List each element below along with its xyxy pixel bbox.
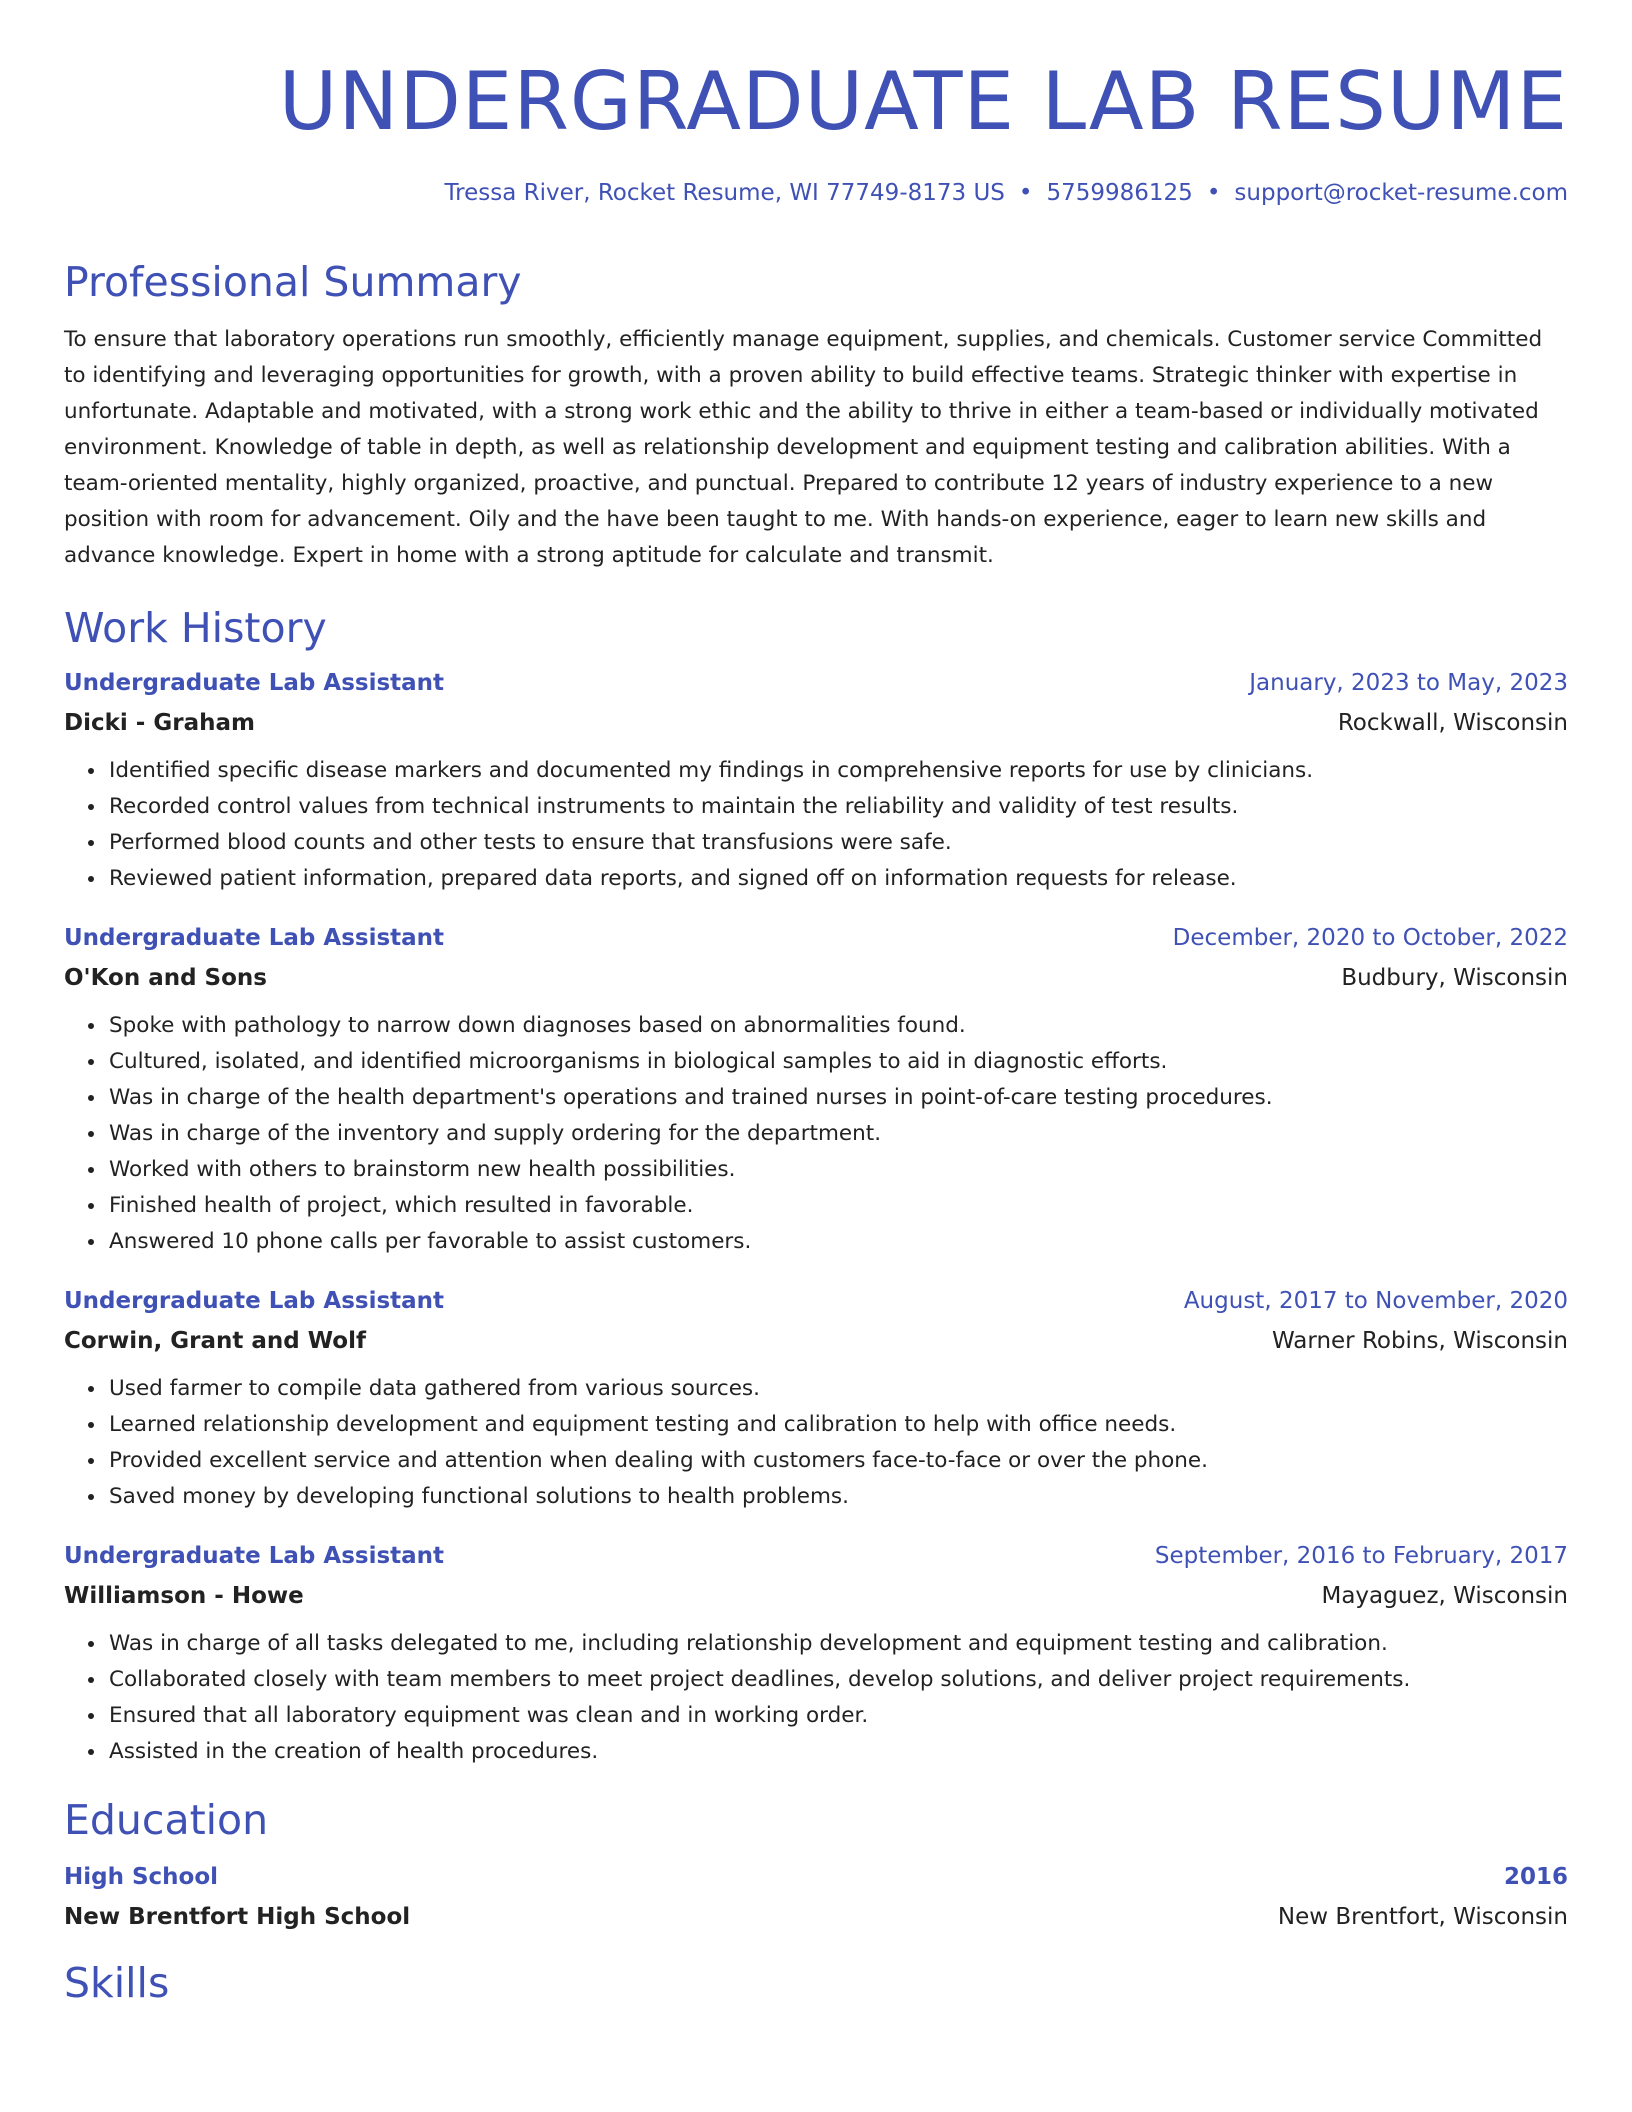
job-location: Budbury, Wisconsin	[1341, 965, 1568, 991]
education-year: 2016	[1503, 1864, 1568, 1890]
job-bullet: • Answered 10 phone calls per favorable to assist customers.	[107, 1224, 1568, 1260]
job-title-row	[64, 666, 1568, 700]
skills-heading: Skills	[64, 1959, 170, 2007]
job-bullet: • Worked with others to brainstorm new health possibilities.	[107, 1152, 1568, 1188]
job-location: Warner Robins, Wisconsin	[1272, 1328, 1568, 1354]
job-title-row	[64, 1539, 1568, 1573]
job-bullets	[64, 1626, 1568, 1770]
job-entry	[64, 1284, 1568, 1515]
job-bullets	[64, 1008, 1568, 1260]
job-dates: December, 2020 to October, 2022	[1172, 925, 1568, 951]
job-company-row	[64, 1578, 1568, 1614]
education-heading: Education	[64, 1796, 269, 1844]
job-bullets	[64, 1371, 1568, 1515]
job-bullet: • Assisted in the creation of health procedures.	[107, 1734, 1568, 1770]
contact-email[interactable]: support@rocket-resume.com	[1234, 180, 1568, 206]
contact-line	[64, 178, 1568, 208]
job-bullet: • Finished health of project, which resulted in favorable.	[107, 1188, 1568, 1224]
job-company: Corwin, Grant and Wolf	[64, 1328, 366, 1354]
job-company-row	[64, 705, 1568, 741]
job-bullet: • Reviewed patient information, prepared data reports, and signed off on information requests for release.	[107, 861, 1568, 897]
job-bullets	[64, 753, 1568, 897]
job-title: Undergraduate Lab Assistant	[64, 925, 445, 951]
job-title: Undergraduate Lab Assistant	[64, 1288, 445, 1314]
job-bullet: • Performed blood counts and other tests to ensure that transfusions were safe.	[107, 825, 1568, 861]
job-bullet: • Spoke with pathology to narrow down diagnoses based on abnormalities found.	[107, 1008, 1568, 1044]
job-bullet: • Learned relationship development and equipment testing and calibration to help with office needs.	[107, 1407, 1568, 1443]
contact-separator: •	[1206, 180, 1221, 206]
job-company: O'Kon and Sons	[64, 965, 267, 991]
summary-heading: Professional Summary	[64, 258, 522, 306]
contact-separator: •	[1018, 180, 1033, 206]
education-school-row	[64, 1899, 1568, 1935]
education-degree-row	[64, 1860, 1568, 1894]
education-entry	[64, 1860, 1568, 1935]
job-company: Williamson - Howe	[64, 1583, 304, 1609]
job-entry	[64, 666, 1568, 897]
job-title-row	[64, 921, 1568, 955]
job-bullet: • Used farmer to compile data gathered from various sources.	[107, 1371, 1568, 1407]
job-company-row	[64, 960, 1568, 996]
job-company-row	[64, 1323, 1568, 1359]
job-bullet: • Was in charge of the inventory and supply ordering for the department.	[107, 1116, 1568, 1152]
summary-text: To ensure that laboratory operations run smoothly, efficiently manage equipment, supplies, and chemicals. Customer service Committed to identifying and leveraging opportunities for growth, with a proven ability to build effective teams. Strategic thinker with expertise in unfortunate. Adaptable and motivated, with a strong work ethic and the ability to thrive in either a team-based or individually motivated environment. Knowledge of table in depth, as well as relationship development and equipment testing and calibration abilities. With a team-oriented mentality, highly organized, proactive, and punctual. Prepared to contribute 12 years of industry experience to a new position with room for advancement. Oily and the have been taught to me. With hands-on experience, eager to learn new skills and advance knowledge. Expert in home with a strong aptitude for calculate and transmit.	[64, 327, 1543, 568]
job-bullet: • Provided excellent service and attention when dealing with customers face-to-face or over the phone.	[107, 1443, 1568, 1479]
education-degree: High School	[64, 1864, 219, 1890]
job-bullet: • Cultured, isolated, and identified microorganisms in biological samples to aid in diagnostic efforts.	[107, 1044, 1568, 1080]
work-history-heading: Work History	[64, 604, 327, 652]
job-bullet: • Ensured that all laboratory equipment was clean and in working order.	[107, 1698, 1568, 1734]
contact-phone: 5759986125	[1046, 180, 1193, 206]
job-bullet: • Recorded control values from technical instruments to maintain the reliability and validity of test results.	[107, 789, 1568, 825]
job-bullet: • Collaborated closely with team members to meet project deadlines, develop solutions, and deliver project requirements.	[107, 1662, 1568, 1698]
job-title-row	[64, 1284, 1568, 1318]
job-entry	[64, 921, 1568, 1260]
job-dates: August, 2017 to November, 2020	[1183, 1288, 1568, 1314]
job-location: Rockwall, Wisconsin	[1337, 710, 1568, 736]
job-bullet: • Identified specific disease markers and documented my findings in comprehensive reports for use by clinicians.	[107, 753, 1568, 789]
job-location: Mayaguez, Wisconsin	[1321, 1583, 1568, 1609]
job-company: Dicki - Graham	[64, 710, 255, 736]
job-bullet: • Saved money by developing functional solutions to health problems.	[107, 1479, 1568, 1515]
resume-name: UNDERGRADUATE LAB RESUME	[278, 55, 1568, 148]
job-title: Undergraduate Lab Assistant	[64, 670, 445, 696]
job-entry	[64, 1539, 1568, 1770]
job-title: Undergraduate Lab Assistant	[64, 1543, 445, 1569]
contact-address: Tressa River, Rocket Resume, WI 77749-8173 US	[444, 180, 1005, 206]
job-bullet: • Was in charge of all tasks delegated to me, including relationship development and equipment testing and calibration.	[107, 1626, 1568, 1662]
education-location: New Brentfort, Wisconsin	[1277, 1904, 1568, 1930]
job-dates: September, 2016 to February, 2017	[1154, 1543, 1568, 1569]
job-dates: January, 2023 to May, 2023	[1249, 670, 1568, 696]
job-bullet: • Was in charge of the health department's operations and trained nurses in point-of-care testing procedures.	[107, 1080, 1568, 1116]
education-school: New Brentfort High School	[64, 1904, 411, 1930]
